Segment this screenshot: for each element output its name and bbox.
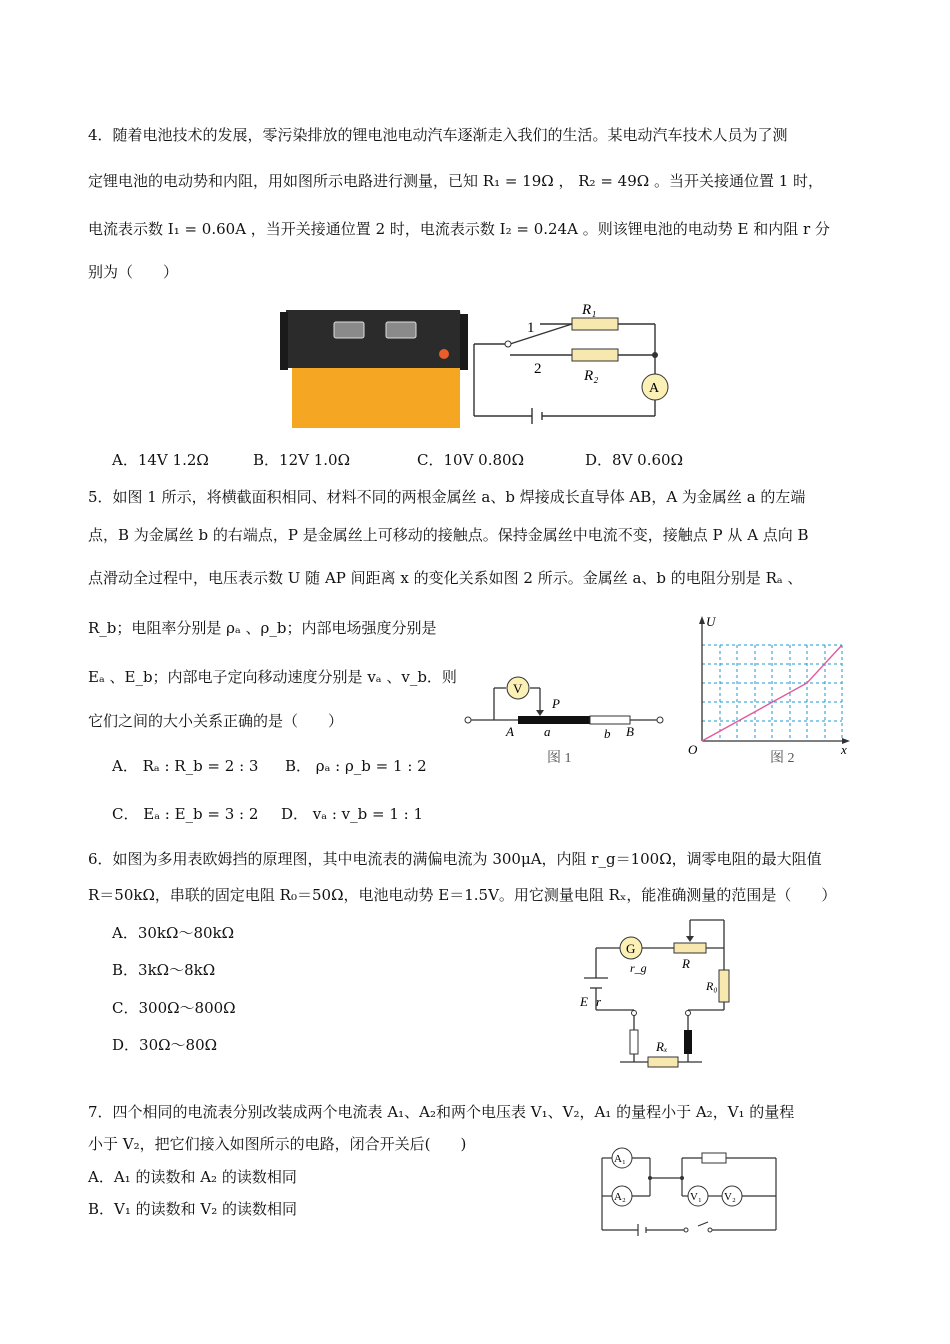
q4-ammeter-label: A [649,381,660,396]
q4-option-a: A．14V 1.2Ω [112,451,209,469]
q6-option-d: D．30Ω～80Ω [112,1036,218,1054]
q4-line-2: 定锂电池的电动势和内阻，用如图所示电路进行测量，已知 R₁ = 19Ω ， R₂ = 49Ω 。当开关接通位置 1 时， [88,172,824,190]
q6-label-rg: r_g [630,961,647,975]
q7-option-a: A．A₁ 的读数和 A₂ 的读数相同 [88,1168,297,1186]
q7-line-1: 7．四个相同的电流表分别改装成两个电流表 A₁、A₂和两个电压表 V₁、V₂，A₁ 的量程小于 A₂，V₁ 的量程 [88,1103,795,1121]
q4-label-pos1: 1 [527,320,535,336]
q5-option-a: A． Rₐ : R_b = 2 : 3 [112,757,259,775]
q6-label-internal-r: r [596,994,602,1009]
q5-graph-x-label: x [841,742,847,757]
q5-figure-1-caption: 图 1 [547,751,572,766]
battery-photo [278,302,468,428]
q6-label-r: R [682,956,690,971]
q4-option-d: D．8V 0.60Ω [585,451,684,469]
q7-label-a2: A₂ [614,1191,626,1203]
q4-option-c: C．10V 0.80Ω [417,451,524,469]
q5-voltmeter-label: V [513,681,523,696]
q5-graph-u-label: U [706,614,716,629]
q6-option-b: B．3kΩ～8kΩ [112,961,216,979]
q7-line-2: 小于 V₂，把它们接入如图所示的电路，闭合开关后( ) [88,1135,467,1153]
q4-label-r2: R₂ [584,368,599,384]
q5-label-p: P [552,696,560,711]
q4-label-r1: R₁ [582,302,597,318]
q5-option-c: C． Eₐ : E_b = 3 : 2 [112,805,259,823]
q5-option-d: D． vₐ : v_b = 1 : 1 [281,805,424,823]
q5-label-wire-a: a [544,724,551,739]
q7-option-b: B．V₁ 的读数和 V₂ 的读数相同 [88,1200,298,1218]
q6-line-1: 6．如图为多用表欧姆挡的原理图，其中电流表的满偏电流为 300μA，内阻 r_g＝100Ω，调零电阻的最大阻值 [88,850,822,868]
q6-circuit-diagram [572,914,747,1079]
q5-line-5: Eₐ 、E_b；内部电子定向移动速度分别是 vₐ 、v_b．则 [88,668,457,686]
q5-label-b: B [626,724,634,739]
q4-option-b: B．12V 1.0Ω [253,451,351,469]
q6-label-r0: R₀ [706,979,718,993]
q4-label-pos2: 2 [534,361,542,377]
q6-label-e: E [580,994,588,1009]
q7-circuit-diagram [596,1142,786,1242]
q4-circuit-diagram [470,296,685,426]
q5-label-wire-b: b [604,726,611,741]
q5-figure-1 [462,672,672,772]
q4-line-1: 4．随着电池技术的发展，零污染排放的锂电池电动汽车逐渐走入我们的生活。某电动汽车技术人员为了测 [88,126,788,144]
q4-line-4: 别为（ ） [88,263,179,281]
q5-figure-2-caption: 图 2 [770,751,795,766]
q5-line-2: 点，B 为金属丝 b 的右端点，P 是金属丝上可移动的接触点。保持金属丝中电流不变，接触点 P 从 A 点向 B [88,526,809,544]
q6-option-a: A．30kΩ～80kΩ [112,924,235,942]
q5-line-4: R_b；电阻率分别是 ρₐ 、ρ_b；内部电场强度分别是 [88,619,437,637]
q5-option-b: B． ρₐ : ρ_b = 1 : 2 [285,757,427,775]
q5-line-6: 它们之间的大小关系正确的是（ ） [88,712,344,730]
q5-graph-origin-label: O [688,742,698,757]
q6-option-c: C．300Ω～800Ω [112,999,236,1017]
q7-label-a1: A₁ [614,1153,626,1165]
q7-label-v1: V₁ [690,1191,702,1203]
q7-label-v2: V₂ [724,1191,736,1203]
q5-line-1: 5．如图 1 所示，将横截面积相同、材料不同的两根金属丝 a、b 焊接成长直导体 AB，A 为金属丝 a 的左端 [88,488,806,506]
q5-line-3: 点滑动全过程中，电压表示数 U 随 AP 间距离 x 的变化关系如图 2 所示。金属丝 a、b 的电阻分别是 Rₐ 、 [88,569,803,587]
q6-line-2: R＝50kΩ，串联的固定电阻 R₀＝50Ω，电池电动势 E＝1.5V。用它测量电阻 Rₓ，能准确测量的范围是（ ） [88,886,837,904]
q6-galvanometer-label: G [626,941,636,956]
q5-label-a: A [506,724,514,739]
q5-figure-2-graph [684,610,854,770]
q4-line-3: 电流表示数 I₁ = 0.60A ，当开关接通位置 2 时，电流表示数 I₂ = 0.24A 。则该锂电池的电动势 E 和内阻 r 分 [88,220,830,238]
q6-label-rx: Rₓ [656,1039,668,1054]
